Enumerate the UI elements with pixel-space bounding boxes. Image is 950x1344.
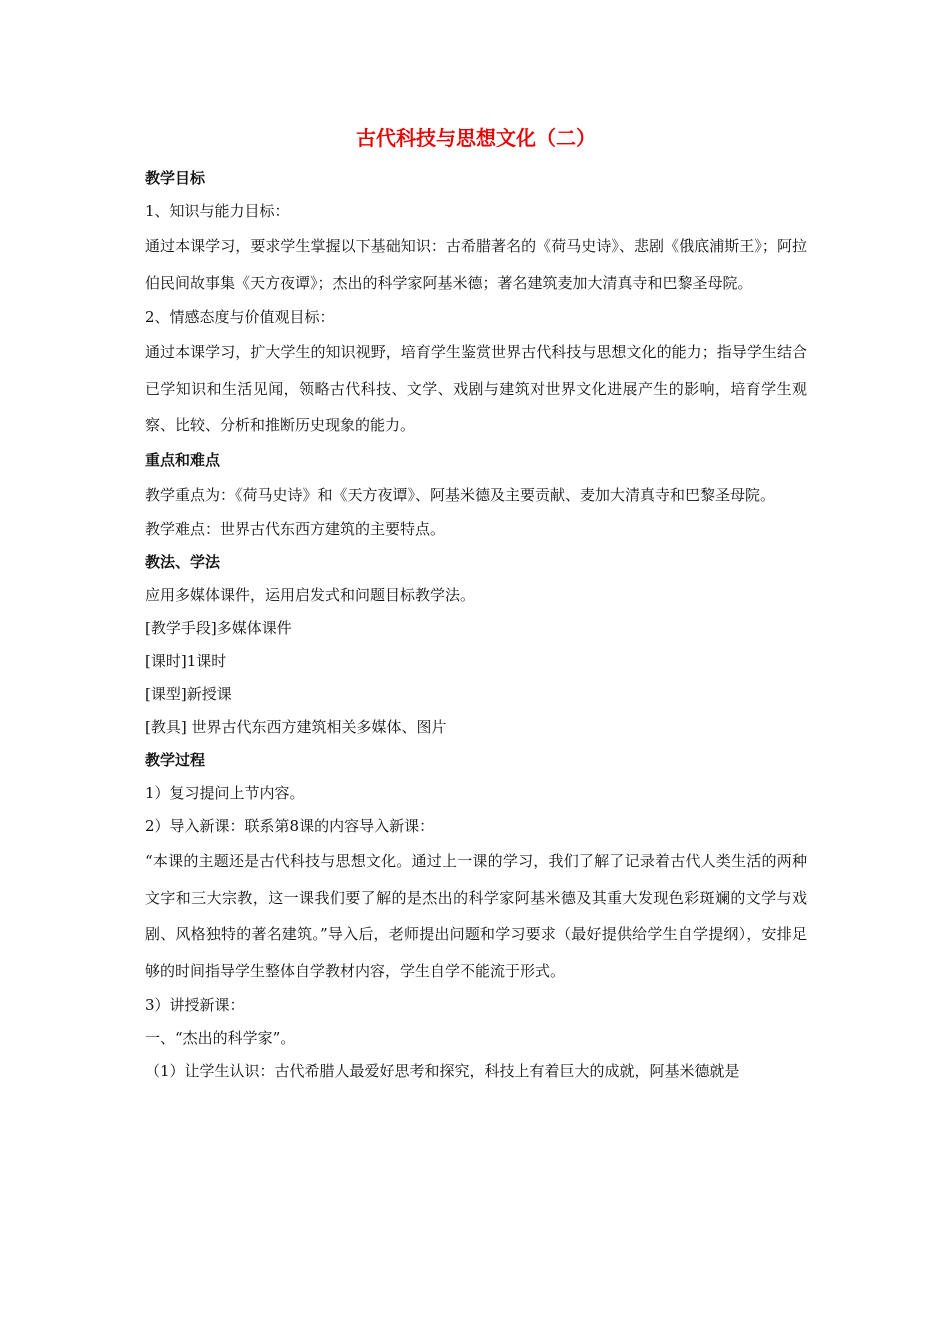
lesson-type: [课型]新授课 [145,685,232,703]
document-body [145,118,807,1088]
method-heading: 教法、学法 [145,553,221,571]
process-heading: 教学过程 [145,751,206,769]
step-3: 3）讲授新课： [145,996,245,1014]
teaching-means: [教学手段]多媒体课件 [145,619,292,637]
class-hours: [课时]1课时 [145,652,227,670]
objective1-text: 通过本课学习，要求学生掌握以下基础知识：古希腊著名的《荷马史诗》、悲剧《俄底浦斯王》；阿拉伯民间故事集《天方夜谭》；杰出的科学家阿基米德；著名建筑麦加大清真寺和巴黎圣母院。 [145,237,807,292]
objective1-label: 1、知识与能力目标： [145,202,290,220]
objective2-label: 2、情感态度与价值观目标： [145,308,335,326]
part-1-heading: 一、“杰出的科学家”。 [145,1029,296,1047]
step-2: 2）导入新课：联系第8课的内容导入新课： [145,817,435,835]
key-points: 教学重点为：《荷马史诗》和《天方夜谭》、阿基米德及主要贡献、麦加大清真寺和巴黎圣母院。 [145,485,776,504]
objective2-text: 通过本课学习，扩大学生的知识视野，培育学生鉴赏世界古代科技与思想文化的能力；指导学生结合已学知识和生活见闻，领略古代科技、文学、戏剧与建筑对世界文化进展产生的影响，培育学生观察、比较、分析和推断历史现象的能力。 [145,343,807,434]
document-title: 古代科技与思想文化（二） [356,126,596,150]
difficulty: 教学难点：世界古代东西方建筑的主要特点。 [145,520,446,538]
key-heading: 重点和难点 [145,450,221,469]
step-2-text: “本课的主题还是古代科技与思想文化。通过上一课的学习，我们了解了记录着古代人类生活的两种文字和三大宗教，这一课我们要了解的是杰出的科学家阿基米德及其重大发现色彩斑斓的文学与戏剧、风格独特的著名建筑。”导入后，老师提出问题和学习要求（最好提供给学生自学提纲），安排足够的时间指导学生整体自学教材内容，学生自学不能流于形式。 [145,852,807,980]
part-1-item-1: （1）让学生认识：古代希腊人最爱好思考和探究，科技上有着巨大的成就，阿基米德就是 [145,1062,740,1080]
teaching-tools: [教具] 世界古代东西方建筑相关多媒体、图片 [145,718,447,736]
objectives-heading: 教学目标 [145,169,206,187]
step-1: 1）复习提问上节内容。 [145,784,305,802]
method-text: 应用多媒体课件，运用启发式和问题目标教学法。 [145,586,476,604]
